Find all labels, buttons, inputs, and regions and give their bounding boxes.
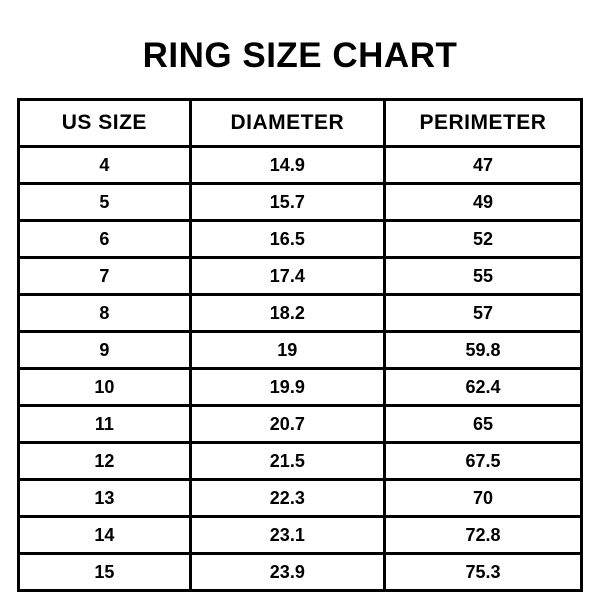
table-row: [19, 295, 582, 332]
table-row: [19, 480, 582, 517]
cell-us-size: 12: [19, 443, 191, 480]
table-row: [19, 332, 582, 369]
cell-us-size: 5: [19, 184, 191, 221]
table-row: [19, 554, 582, 591]
cell-perimeter: 67.5: [384, 443, 581, 480]
cell-perimeter: 47: [384, 147, 581, 184]
table-row: [19, 147, 582, 184]
cell-diameter: 15.7: [190, 184, 384, 221]
cell-perimeter: 59.8: [384, 332, 581, 369]
table-row: [19, 443, 582, 480]
cell-diameter: 18.2: [190, 295, 384, 332]
cell-perimeter: 65: [384, 406, 581, 443]
cell-us-size: 15: [19, 554, 191, 591]
table-row: [19, 258, 582, 295]
cell-perimeter: 57: [384, 295, 581, 332]
cell-us-size: 6: [19, 221, 191, 258]
cell-us-size: 14: [19, 517, 191, 554]
cell-perimeter: 72.8: [384, 517, 581, 554]
cell-perimeter: 62.4: [384, 369, 581, 406]
cell-perimeter: 75.3: [384, 554, 581, 591]
cell-perimeter: 52: [384, 221, 581, 258]
cell-us-size: 11: [19, 406, 191, 443]
table-row: [19, 221, 582, 258]
cell-us-size: 10: [19, 369, 191, 406]
cell-perimeter: 49: [384, 184, 581, 221]
cell-perimeter: 70: [384, 480, 581, 517]
page-title: RING SIZE CHART: [142, 36, 458, 75]
ring-size-table: [17, 98, 583, 592]
cell-diameter: 19.9: [190, 369, 384, 406]
column-header-diameter: DIAMETER: [190, 100, 384, 147]
table-row: [19, 517, 582, 554]
cell-diameter: 14.9: [190, 147, 384, 184]
cell-diameter: 23.9: [190, 554, 384, 591]
column-header-us-size: US SIZE: [19, 100, 191, 147]
cell-us-size: 8: [19, 295, 191, 332]
table-row: [19, 406, 582, 443]
cell-us-size: 7: [19, 258, 191, 295]
cell-diameter: 17.4: [190, 258, 384, 295]
cell-diameter: 19: [190, 332, 384, 369]
cell-us-size: 4: [19, 147, 191, 184]
cell-us-size: 9: [19, 332, 191, 369]
column-header-perimeter: PERIMETER: [384, 100, 581, 147]
cell-diameter: 20.7: [190, 406, 384, 443]
cell-diameter: 21.5: [190, 443, 384, 480]
cell-diameter: 23.1: [190, 517, 384, 554]
size-table-container: [17, 98, 583, 592]
cell-diameter: 16.5: [190, 221, 384, 258]
cell-us-size: 13: [19, 480, 191, 517]
cell-diameter: 22.3: [190, 480, 384, 517]
table-header-row: [19, 100, 582, 147]
table-row: [19, 184, 582, 221]
cell-perimeter: 55: [384, 258, 581, 295]
table-row: [19, 369, 582, 406]
